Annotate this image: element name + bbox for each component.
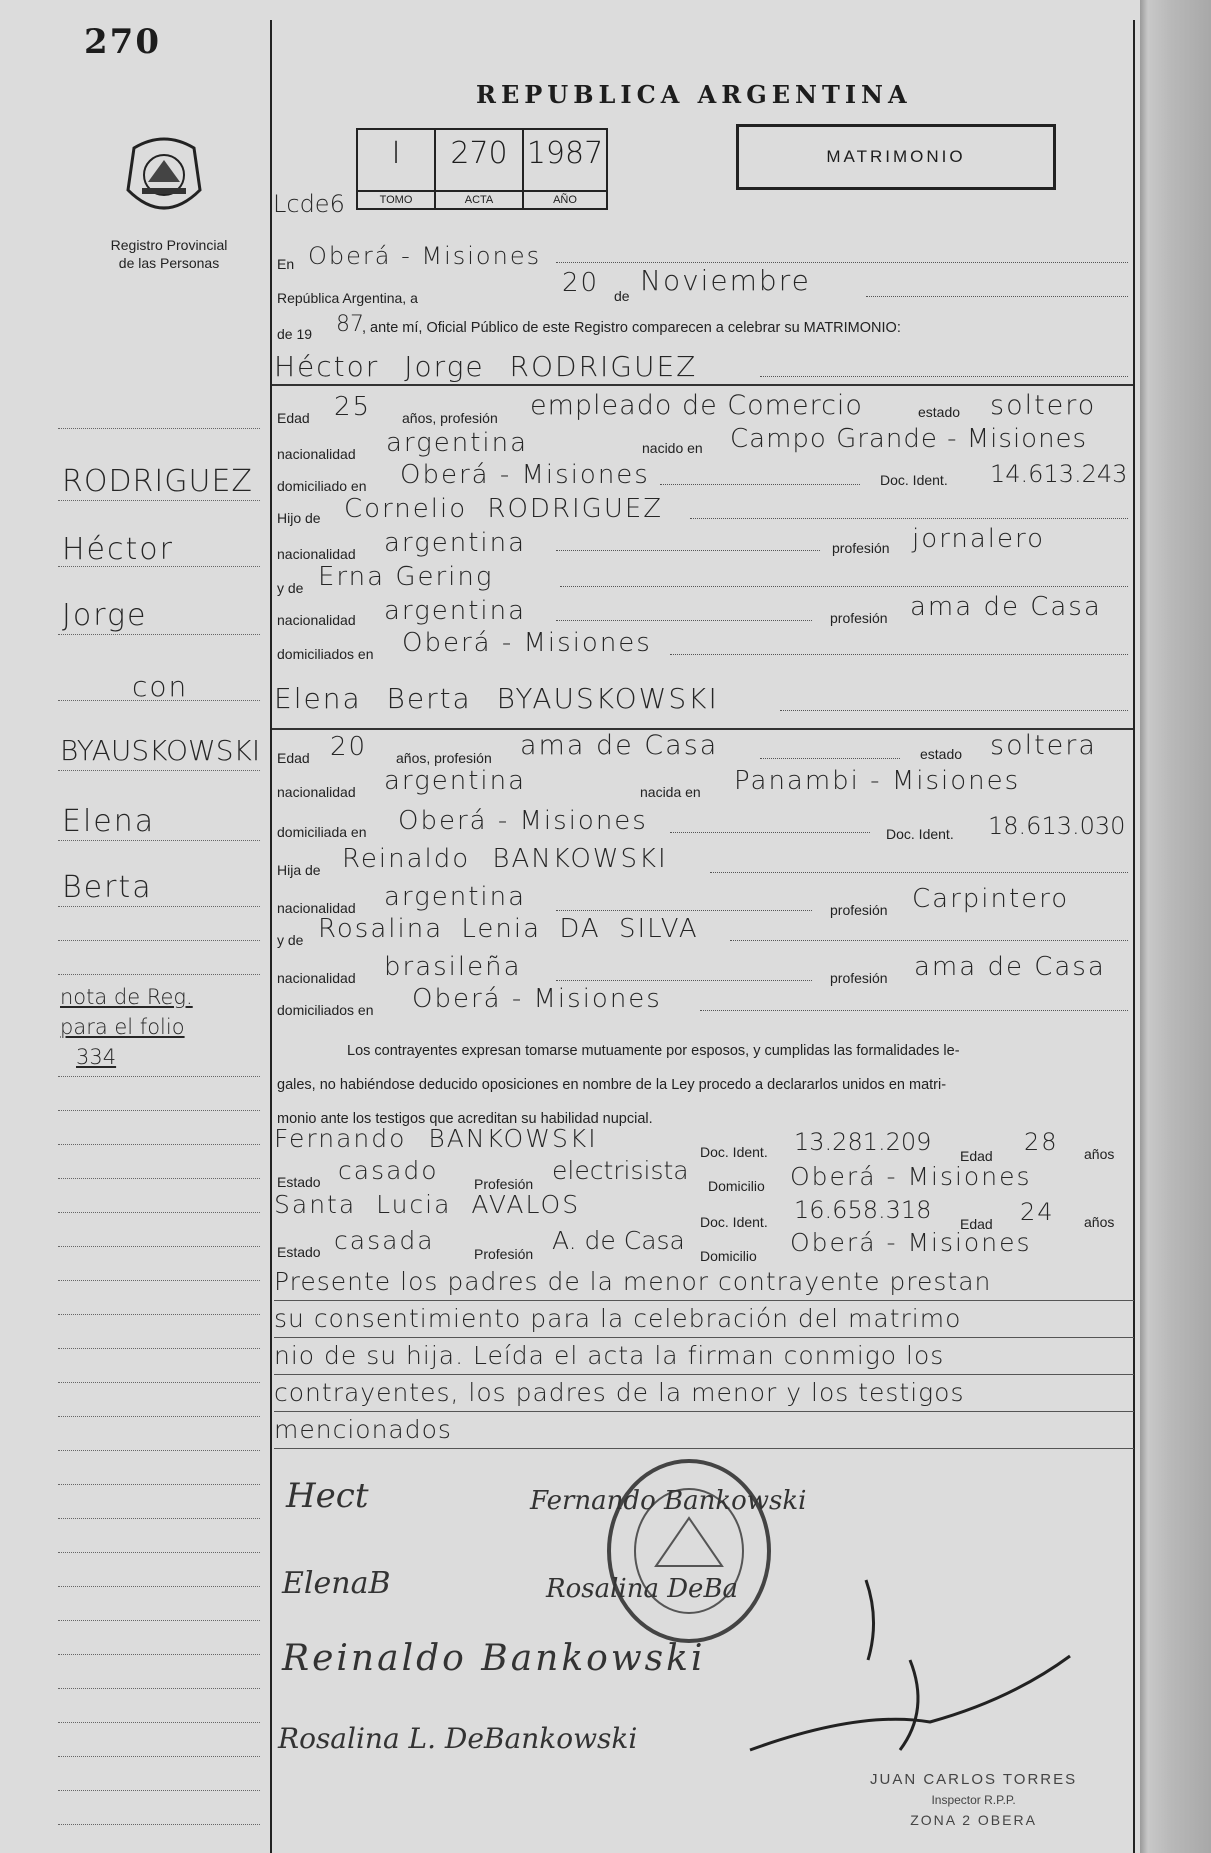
bride-mother: Rosalina Lenia DA SILVA (318, 914, 699, 944)
margin-rule (58, 1688, 260, 1689)
label-nac-5: nacionalidad (277, 900, 356, 916)
groom-mother-nat-line (556, 620, 812, 621)
groom-father-prof: jornalero (912, 524, 1046, 554)
ref-note: Lcde6 (273, 190, 345, 218)
witness2-doc: 16.658.318 (794, 1196, 932, 1224)
margin-rule (58, 1348, 260, 1349)
label-nac-3: nacionalidad (277, 612, 356, 628)
groom-father-line (690, 518, 1128, 519)
groom-nationality: argentina (386, 428, 529, 458)
label-doc-w2: Doc. Ident. (700, 1214, 768, 1230)
bride-domicile-line (670, 832, 870, 833)
officer-zone: ZONA 2 OBERA (910, 1812, 1037, 1828)
groom-father-nat-line (556, 550, 820, 551)
signature-4: Rosalina DeBa (546, 1574, 739, 1604)
witness2-profession: A. de Casa (552, 1226, 685, 1255)
groom-status: soltero (990, 390, 1097, 421)
margin-rule (58, 1722, 260, 1723)
margin-rule (58, 500, 260, 501)
tomo-value: I (391, 136, 401, 171)
groom-age: 25 (334, 392, 372, 422)
page-number: 270 (84, 22, 161, 62)
label-prof-w2: Profesión (474, 1246, 534, 1262)
margin-rule (58, 1824, 260, 1825)
label-yde-2: y de (277, 932, 304, 948)
margin-rule (58, 840, 260, 841)
groom-birthplace: Campo Grande - Misiones (730, 424, 1088, 454)
groom-father: Cornelio RODRIGUEZ (344, 494, 664, 524)
bride-parents-domicile: Oberá - Misiones (412, 984, 662, 1014)
label-prof-1: profesión (832, 540, 890, 556)
witness2-domicile: Oberá - Misiones (790, 1228, 1032, 1257)
witness1-age: 28 (1024, 1128, 1059, 1156)
book-box (356, 128, 608, 210)
bride-father-prof: Carpintero (912, 884, 1070, 914)
label-edad-w2: Edad (960, 1216, 993, 1232)
bride-father-nat: argentina (384, 882, 527, 912)
book-edge (1140, 0, 1211, 1853)
bride-profession-line (760, 758, 900, 759)
label-edad-2: Edad (277, 750, 310, 766)
margin-rule (58, 1620, 260, 1621)
groom-name: Héctor Jorge RODRIGUEZ (274, 350, 698, 383)
witness2-age: 24 (1020, 1198, 1055, 1226)
margin-rule (58, 1518, 260, 1519)
margin-surname-groom: RODRIGUEZ (62, 464, 253, 499)
signature-1: Hect (286, 1476, 369, 1516)
label-domiciliados-1: domiciliados en (277, 646, 374, 662)
doc-type: MATRIMONIO (826, 147, 966, 166)
groom-mother-prof: ama de Casa (910, 592, 1102, 622)
label-de19: de 19 (277, 326, 313, 342)
margin-rule (58, 1178, 260, 1179)
witness2-status: casada (334, 1226, 435, 1255)
bride-mother-prof: ama de Casa (914, 952, 1106, 982)
acta-label: ACTA (436, 190, 522, 208)
margin-rule (58, 906, 260, 907)
label-nacionalidad: nacionalidad (277, 446, 356, 462)
label-prof-w1: Profesión (474, 1176, 534, 1192)
groom-domicile-line (660, 484, 860, 485)
acta-cell (436, 130, 524, 208)
label-estado-w1: Estado (277, 1174, 321, 1190)
margin-rule (58, 1246, 260, 1247)
label-estado: estado (918, 404, 961, 420)
officer-title: Inspector R.P.P. (931, 1793, 1016, 1807)
groom-doc: 14.613.243 (990, 460, 1128, 488)
anio-label: AÑO (524, 190, 606, 208)
label-doc-2: Doc. Ident. (886, 826, 954, 842)
bride-mother-nat: brasileña (384, 952, 522, 982)
groom-parents-domicile: Oberá - Misiones (402, 628, 652, 658)
note-line-1: Presente los padres de la menor contrayente prestan (274, 1264, 1134, 1301)
bride-father: Reinaldo BANKOWSKI (342, 844, 668, 874)
label-estado-2: estado (920, 746, 963, 762)
bride-mother-nat-line (556, 980, 812, 981)
margin-rule (58, 1382, 260, 1383)
place: Oberá - Misiones (308, 242, 542, 270)
margin-second-groom: Jorge (62, 598, 148, 633)
label-domiciliado: domiciliado en (277, 478, 367, 494)
groom-mother-line (560, 586, 1128, 587)
statement-line-2: gales, no habiéndose deducido oposiciones en nombre de la Ley procedo a declararlos unidos en matri- (277, 1077, 947, 1093)
month-line (866, 296, 1128, 297)
bride-age: 20 (330, 732, 368, 762)
label-prof-3: profesión (830, 902, 888, 918)
label-anos-profesion: años, profesión (402, 410, 498, 426)
signature-3: ElenaB (282, 1566, 391, 1601)
groom-domicile: Oberá - Misiones (400, 460, 650, 490)
signature-5: Reinaldo Bankowski (282, 1638, 706, 1679)
label-doc-w1: Doc. Ident. (700, 1144, 768, 1160)
doc-type-box (736, 124, 1056, 190)
label-dom-w2: Domicilio (700, 1248, 757, 1264)
groom-profession: empleado de Comercio (530, 390, 863, 421)
place-line (556, 262, 1128, 263)
label-edad-w1: Edad (960, 1148, 993, 1164)
tomo-cell (358, 130, 436, 208)
margin-note (60, 982, 193, 1072)
label-domiciliada: domiciliada en (277, 824, 367, 840)
margin-rule (58, 1110, 260, 1111)
margin-first-bride: Elena (62, 804, 156, 839)
label-hijo: Hijo de (277, 510, 321, 526)
margin-rule (58, 1314, 260, 1315)
label-en: En (277, 256, 295, 272)
label-doc: Doc. Ident. (880, 472, 948, 488)
witness1-doc: 13.281.209 (794, 1128, 932, 1156)
groom-rule (272, 384, 1133, 386)
bride-status: soltera (990, 730, 1097, 761)
margin-note-line-1: nota de Reg. (60, 985, 193, 1009)
signature-2: Fernando Bankowski (530, 1486, 807, 1516)
witness1-profession: electrisista (552, 1156, 689, 1185)
bride-name-line (780, 710, 1128, 711)
margin-surname-bride: BYAUSKOWSKI (60, 734, 261, 767)
margin-rule (58, 428, 260, 429)
witness1-name: Fernando BANKOWSKI (274, 1124, 598, 1153)
bride-father-line (710, 872, 1128, 873)
margin-rule (58, 700, 260, 701)
margin-rule (58, 1280, 260, 1281)
label-nacido-en: nacido en (642, 440, 703, 456)
note-line-3: nio de su hija. Leída el acta la firman conmigo los (274, 1338, 1134, 1375)
margin-rule (58, 1076, 260, 1077)
anio-cell (524, 130, 608, 208)
margin-line (270, 20, 272, 1853)
note-line-2: su consentimiento para la celebración del matrimo (274, 1301, 1134, 1338)
registry-name (84, 236, 254, 272)
day: 20 (562, 268, 600, 298)
label-dom-w1: Domicilio (708, 1178, 765, 1194)
label-nac-2: nacionalidad (277, 546, 356, 562)
margin-rule (58, 770, 260, 771)
officer-stamp (870, 1770, 1077, 1830)
witness2-name: Santa Lucia AVALOS (274, 1190, 581, 1219)
note-line-5: mencionados (274, 1412, 1134, 1449)
anio-value: 1987 (526, 136, 604, 171)
margin-rule (58, 1450, 260, 1451)
label-edad: Edad (277, 410, 310, 426)
bride-doc: 18.613.030 (988, 812, 1126, 840)
margin-second-bride: Berta (62, 870, 153, 905)
margin-first-groom: Héctor (62, 532, 174, 567)
margin-rule (58, 566, 260, 567)
label-anos-w1: años (1084, 1146, 1115, 1162)
acta-value: 270 (450, 136, 508, 171)
label-ante: , ante mí, Oficial Público de este Registro comparecen a celebrar su MATRIMONIO: (362, 320, 901, 336)
bride-nationality: argentina (384, 766, 527, 796)
officer-name: JUAN CARLOS TORRES (870, 1771, 1078, 1788)
officer-signature-stroke (740, 1560, 1080, 1780)
witness1-domicile: Oberá - Misiones (790, 1162, 1032, 1191)
label-nacida-en: nacida en (640, 784, 701, 800)
margin-note-line-3: 334 (76, 1045, 117, 1069)
margin-rule (58, 940, 260, 941)
label-domiciliados-2: domiciliados en (277, 1002, 374, 1018)
notes (274, 1264, 1134, 1449)
label-estado-w2: Estado (277, 1244, 321, 1260)
groom-mother-nat: argentina (384, 596, 527, 626)
statement-line-3: monio ante los testigos que acreditan su habilidad nupcial. (277, 1111, 653, 1127)
bride-parents-domicile-line (700, 1010, 1128, 1011)
groom-father-nat: argentina (384, 528, 527, 558)
label-anos-w2: años (1084, 1214, 1115, 1230)
tomo-label: TOMO (358, 190, 434, 208)
bride-father-nat-line (556, 910, 812, 911)
bride-profession: ama de Casa (520, 730, 719, 761)
note-line-4: contrayentes, los padres de la menor y los testigos (274, 1375, 1134, 1412)
label-yde-1: y de (277, 580, 304, 596)
bride-birthplace: Panambi - Misiones (734, 766, 1021, 796)
label-hija: Hija de (277, 862, 321, 878)
witness1-status: casado (338, 1156, 439, 1185)
statement (277, 1034, 1132, 1136)
country-title: REPUBLICA ARGENTINA (476, 80, 912, 109)
margin-rule (58, 1790, 260, 1791)
margin-rule (58, 1552, 260, 1553)
margin-rule (58, 1756, 260, 1757)
groom-name-line (760, 376, 1128, 377)
label-de: de (614, 288, 630, 304)
margin-rule (58, 1484, 260, 1485)
label-prof-4: profesión (830, 970, 888, 986)
bride-domicile: Oberá - Misiones (398, 806, 648, 836)
signature-6: Rosalina L. DeBankowski (278, 1722, 638, 1755)
right-line (1133, 20, 1135, 1853)
groom-mother: Erna Gering (318, 562, 494, 592)
label-prof-2: profesión (830, 610, 888, 626)
label-anos-profesion-2: años, profesión (396, 750, 492, 766)
registry-seal (122, 130, 206, 222)
margin-rule (58, 1654, 260, 1655)
year: 87 (336, 312, 364, 337)
label-nac-6: nacionalidad (277, 970, 356, 986)
margin-con: con (132, 670, 189, 703)
margin-rule (58, 1144, 260, 1145)
month: Noviembre (640, 264, 811, 297)
label-republica: República Argentina, a (277, 290, 418, 306)
margin-rule (58, 974, 260, 975)
margin-note-line-2: para el folio (60, 1015, 185, 1039)
registry-name-line1: Registro Provincial (110, 237, 228, 253)
bride-name: Elena Berta BYAUSKOWSKI (274, 682, 719, 715)
groom-parents-domicile-line (670, 654, 1128, 655)
margin-rule (58, 634, 260, 635)
margin-rule (58, 1416, 260, 1417)
label-nac-4: nacionalidad (277, 784, 356, 800)
margin-rule (58, 1586, 260, 1587)
registry-name-line2: de las Personas (118, 255, 220, 271)
margin-rule (58, 1212, 260, 1213)
bride-mother-line (730, 940, 1128, 941)
statement-line-1: Los contrayentes expresan tomarse mutuamente por esposos, y cumplidas las formalidades le- (347, 1043, 960, 1059)
